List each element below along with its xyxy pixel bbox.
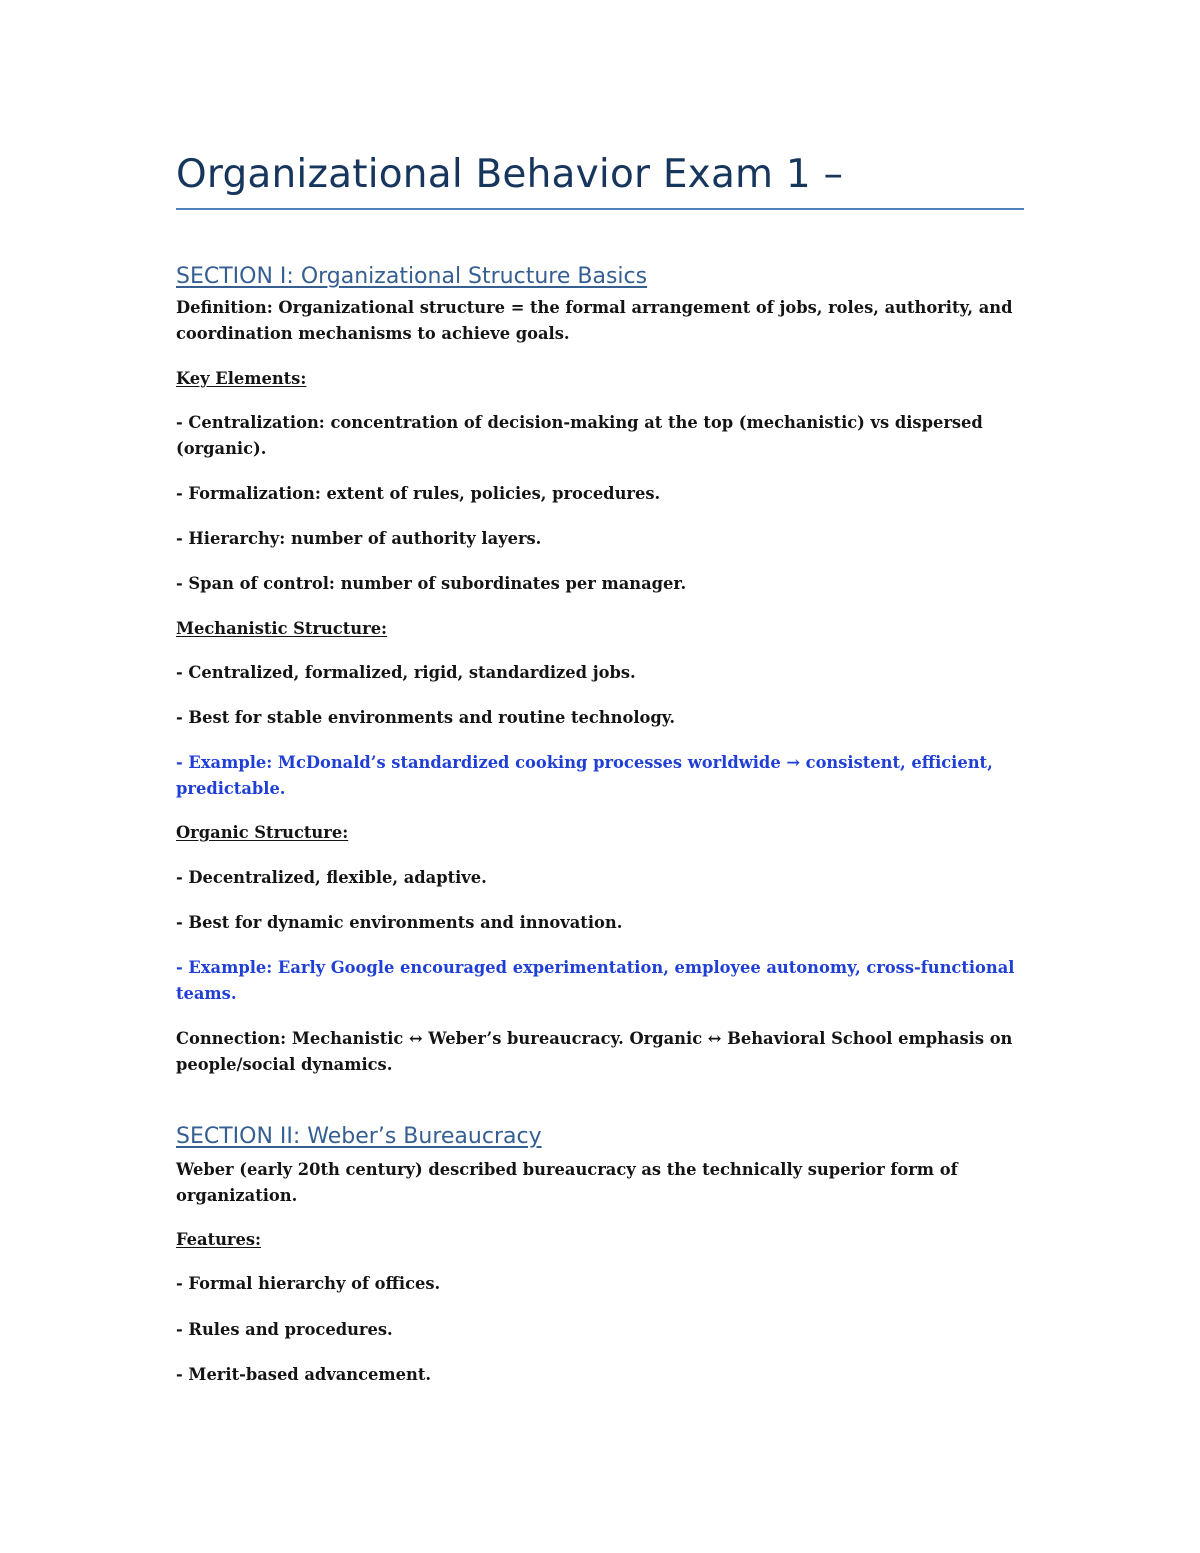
document-title: Organizational Behavior Exam 1 – (176, 152, 844, 197)
title-divider (176, 208, 1024, 210)
organic-example-line-2: teams. (176, 984, 237, 1003)
section-1-heading: SECTION I: Organizational Structure Basics (176, 264, 648, 289)
mechanistic-item: - Best for stable environments and routine technology. (176, 708, 676, 727)
key-element-hierarchy: - Hierarchy: number of authority layers. (176, 529, 542, 548)
key-element-formalization: - Formalization: extent of rules, policies, procedures. (176, 484, 661, 503)
connection-line-2: people/social dynamics. (176, 1055, 393, 1074)
definition-line-1: Definition: Organizational structure = the formal arrangement of jobs, roles, authority, and (176, 298, 1013, 317)
definition-line-2: coordination mechanisms to achieve goals. (176, 324, 570, 343)
key-element-centralization: - Centralization: concentration of decision-making at the top (mechanistic) vs dispersed (176, 413, 983, 432)
weber-intro-line-2: organization. (176, 1186, 298, 1205)
feature-item: - Formal hierarchy of offices. (176, 1274, 441, 1293)
key-element-centralization-cont: (organic). (176, 439, 267, 458)
mechanistic-heading: Mechanistic Structure: (176, 619, 388, 638)
mechanistic-example-line-2: predictable. (176, 779, 286, 798)
organic-example-line-1: - Example: Early Google encouraged experimentation, employee autonomy, cross-functional (176, 958, 1015, 977)
organic-item: - Decentralized, flexible, adaptive. (176, 868, 487, 887)
features-heading: Features: (176, 1230, 262, 1249)
organic-item: - Best for dynamic environments and innovation. (176, 913, 623, 932)
mechanistic-item: - Centralized, formalized, rigid, standardized jobs. (176, 663, 636, 682)
key-elements-heading: Key Elements: (176, 369, 307, 388)
mechanistic-example-line-1: - Example: McDonald’s standardized cooking processes worldwide → consistent, efficient, (176, 753, 993, 772)
feature-item: - Rules and procedures. (176, 1320, 393, 1339)
connection-line-1: Connection: Mechanistic ↔ Weber’s bureaucracy. Organic ↔ Behavioral School emphasis on (176, 1029, 1013, 1048)
weber-intro-line-1: Weber (early 20th century) described bureaucracy as the technically superior form of (176, 1160, 958, 1179)
section-2-heading: SECTION II: Weber’s Bureaucracy (176, 1124, 542, 1149)
feature-item: - Merit-based advancement. (176, 1365, 432, 1384)
organic-heading: Organic Structure: (176, 823, 349, 842)
key-element-span-of-control: - Span of control: number of subordinates per manager. (176, 574, 687, 593)
